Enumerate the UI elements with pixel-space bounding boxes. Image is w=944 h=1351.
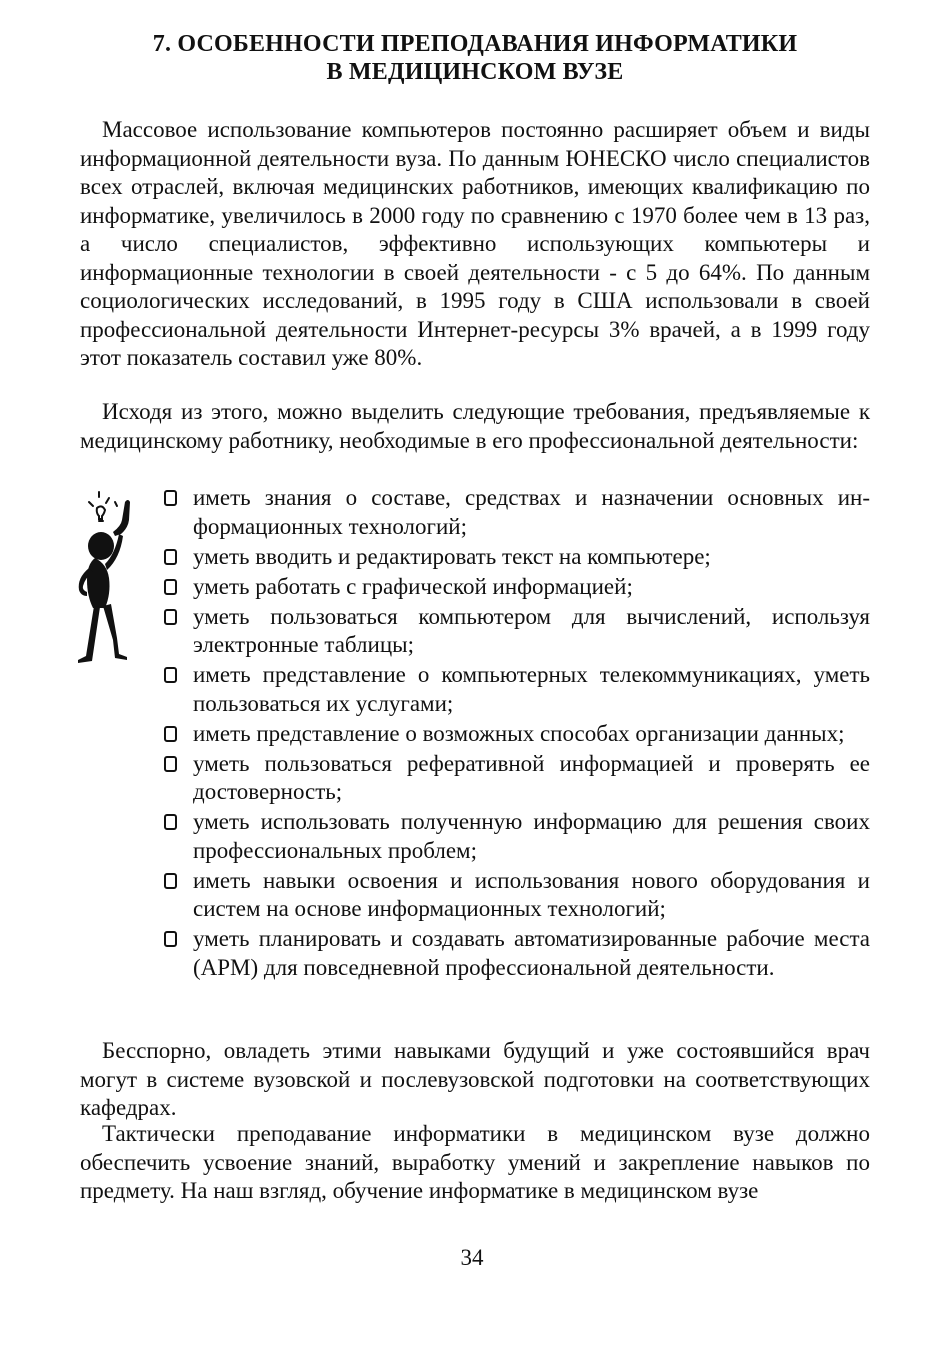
list-item: уметь планировать и создавать автоматизированные рабочие места (АРМ) для повседневной профессиональной деятельности. [164, 925, 870, 982]
conclusion-paragraph: Бесспорно, овладеть этими навыками будущий и уже состоявшийся врач могут в системе вузовской и послевузовской подготовки на соответствующих кафедрах. [80, 1038, 870, 1120]
list-item: иметь навыки освоения и использования нового оборудования и систем на основе информационных технологий; [164, 867, 870, 924]
checkbox-bullet-icon [164, 609, 177, 625]
requirements-lead-paragraph: Исходя из этого, можно выделить следующие требования, предъявляемые к медицинскому работнику, необходимые в его профессиональной деятельности: [80, 399, 870, 453]
list-item: иметь представление о компьютерных телекоммуникациях, уметь пользоваться их услугами; [164, 661, 870, 718]
page-number: 34 [460, 1245, 484, 1270]
checkbox-bullet-icon [164, 756, 177, 772]
tactics-paragraph: Тактически преподавание информатики в медицинском вузе должно обеспечить усвоение знаний, выработку умений и закрепление навыков по предмету. На наш взгляд, обучение информатике в медицинском вузе [80, 1121, 870, 1203]
list-item: иметь знания о составе, средствах и назначении основных информационных технологий; [164, 484, 870, 541]
list-item: уметь использовать полученную информацию для решения своих профессиональных проблем; [164, 808, 870, 865]
chapter-title [80, 30, 870, 86]
checkbox-bullet-icon [164, 579, 177, 595]
chapter-title-line-1: 7. ОСОБЕННОСТИ ПРЕПОДАВАНИЯ ИНФОРМАТИКИ [152, 31, 798, 57]
list-item: уметь работать с графической информацией; [164, 573, 870, 602]
chapter-title-line-2: В МЕДИЦИНСКОМ ВУЗЕ [326, 59, 624, 85]
checkbox-bullet-icon [164, 549, 177, 565]
checkbox-bullet-icon [164, 931, 177, 947]
requirements-list [164, 484, 870, 984]
checkbox-bullet-icon [164, 873, 177, 889]
intro-paragraph: Массовое использование компьютеров постоянно расширяет объем и виды информационной деятельности вуза. По данным ЮНЕСКО число специалистов всех отраслей, включая медицинских работников, имеющих квалификацию по информатике, увеличилось в 2000 году по сравнению с 1970 более чем в 13 раз, а число специалистов, эффективно использующих компьютеры и информационные технологии в своей деятельности - с 5 до 64%. По данным социологических исследований, в 1995 году в США использовали в своей профессиональной деятельности Интернет-ресурсы 3% врачей, а в 1999 году этот показатель составил уже 80%. [80, 117, 870, 370]
list-item: уметь вводить и редактировать текст на компьютере; [164, 543, 870, 572]
checkbox-bullet-icon [164, 726, 177, 742]
list-item: уметь пользоваться компьютером для вычислений, используя электронные таблицы; [164, 603, 870, 660]
checkbox-bullet-icon [164, 814, 177, 830]
list-item: уметь пользоваться реферативной информацией и проверять ее достоверность; [164, 750, 870, 807]
checkbox-bullet-icon [164, 490, 177, 506]
thinking-person-with-lightbulb-icon [75, 488, 155, 673]
checkbox-bullet-icon [164, 667, 177, 683]
list-item: иметь представление о возможных способах организации данных; [164, 720, 870, 749]
